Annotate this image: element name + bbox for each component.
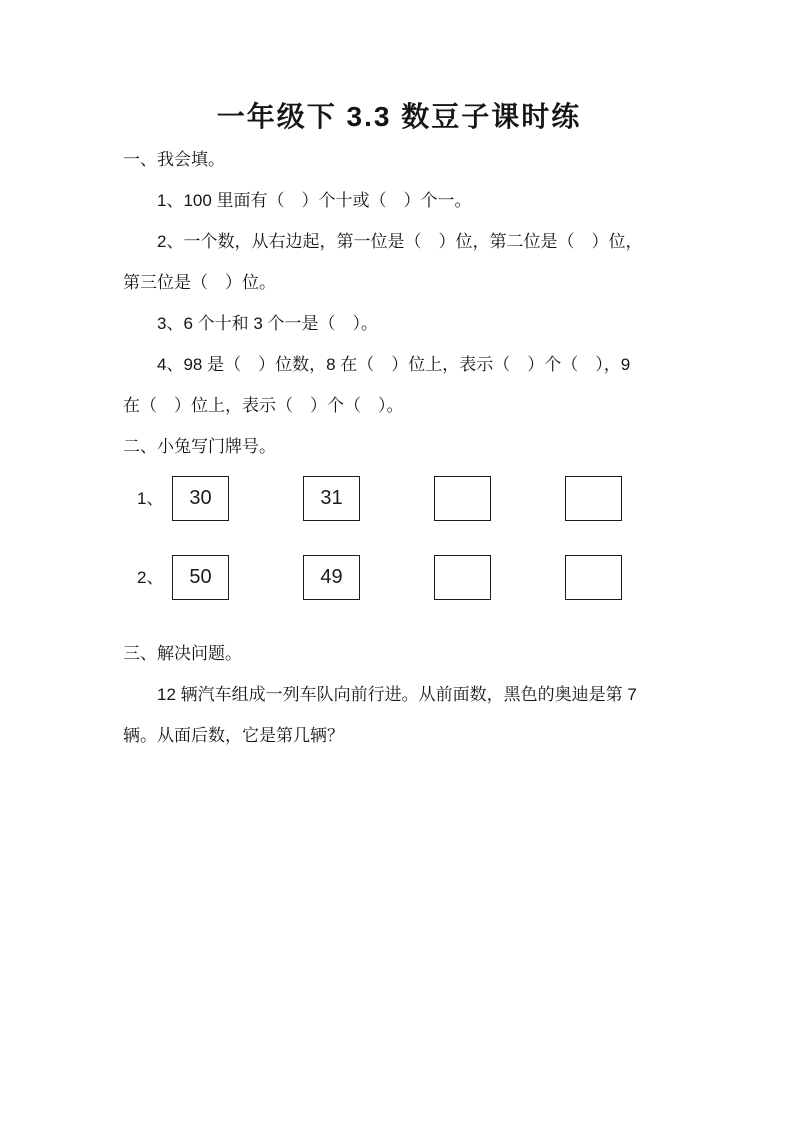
house-number-box-empty [434,555,491,600]
page-title: 一年级下 3.3 数豆子课时练 [216,101,582,132]
house-number-row-1 [123,475,675,521]
row-label: 1、 [137,488,164,508]
section1-item1: 1、100 里面有（ ）个十或（ ）个一。 [157,191,472,210]
house-number-box-empty [434,476,491,521]
section1-item2-line2: 第三位是（ ）位。 [123,273,276,292]
section1-item3: 3、6 个十和 3 个一是（ ）。 [157,314,379,333]
house-number-box-empty [565,476,622,521]
section2-heading: 二、小兔写门牌号。 [123,437,276,456]
row-label: 2、 [137,567,164,587]
section1-item4-line1: 4、98 是（ ）位数，8 在（ ）位上，表示（ ）个（ ），9 [157,355,631,374]
house-number-box: 30 [172,476,229,521]
house-number-box: 50 [172,555,229,600]
house-number-box-empty [565,555,622,600]
section1-item4-line2: 在（ ）位上，表示（ ）个（ ）。 [123,396,404,415]
section1-heading: 一、我会填。 [123,150,225,169]
house-number-box: 31 [303,476,360,521]
section3-heading: 三、解决问题。 [123,644,242,663]
section3-problem-line2: 辆。从面后数，它是第几辆？ [123,726,344,745]
section1-item2-line1: 2、一个数，从右边起，第一位是（ ）位，第二位是（ ）位， [157,232,643,251]
house-number-row-2 [123,554,675,600]
section3-problem-line1: 12 辆汽车组成一列车队向前行进。从前面数，黑色的奥迪是第 7 [157,685,637,704]
house-number-box: 49 [303,555,360,600]
